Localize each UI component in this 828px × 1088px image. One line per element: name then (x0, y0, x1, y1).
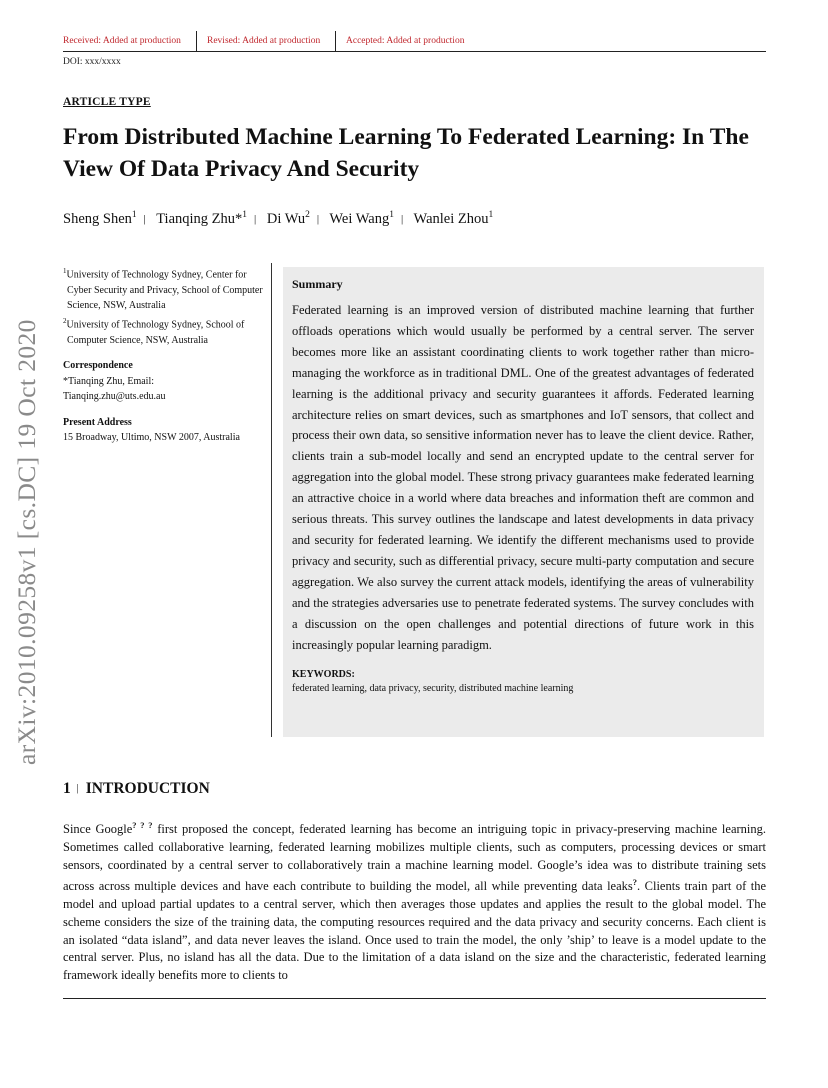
summary-text: Federated learning is an improved version of distributed machine learning that further offloads operations which would usually be performed by a central server. The server becomes more like an assistant coordinating clients to work together rather than micro-managing the workforce as in traditional DML. One of the greatest advantages of federated learning is the additional privacy and security guarantees it affords. Federated learning architecture relies on smart devices, such as smartphones and IoT sensors, that collect and process their own data, so sensitive information never has to leave the client device. Rather, clients train a sub-model locally and send an encrypted update to the central server for aggregation into the global model. These strong privacy guarantees make federated learning an attractive choice in a world where data breaches and information theft are common and serious threats. This survey outlines the landscape and latest developments in data privacy and security for federated learning. We identify the different mechanisms used to provide privacy and security, such as differential privacy, secure multi-party computation and secure aggregation. We also survey the current attack models, identifying the areas of vulnerability and the strategies adversaries use to penetrate federated systems. The survey concludes with a discussion on the open challenges and potential directions of future work in this increasingly popular learning paradigm. (292, 303, 754, 652)
present-address-heading: Present Address (63, 416, 132, 428)
arxiv-stamp: arXiv:2010.09258v1 [cs.DC] 19 Oct 2020 (12, 319, 41, 765)
article-type: ARTICLE TYPE (63, 96, 151, 108)
keywords-heading: KEYWORDS: (292, 669, 355, 681)
section-number: 1 (63, 780, 71, 797)
paper-title: From Distributed Machine Learning To Federated Learning: In The View Of Data Privacy And Security (63, 124, 749, 182)
summary-box (283, 267, 764, 737)
affiliation: $^2$University of Technology Sydney, School of Computer Science, NSW, Australia (63, 316, 245, 346)
accepted-date: Accepted: Added at production (346, 36, 465, 46)
history-divider (335, 31, 336, 51)
column-divider (271, 263, 272, 737)
author: Di Wu$^2$ (266, 210, 310, 227)
correspondence-name: *Tianqing Zhu, Email: (63, 375, 155, 387)
author-list: Sheng Shen$^1$ | Tianqing Zhu*$^1$ | Di Wu$^2$ | Wei Wang$^1$ | Wanlei Zhou$^1$ (63, 210, 494, 227)
doi: DOI: xxx/xxxx (63, 57, 121, 67)
citation[interactable]: ? ? ? (132, 820, 153, 830)
affiliation: $^1$University of Technology Sydney, Center for Cyber Security and Privacy, School of Computer Science, NSW, Australia (63, 267, 263, 312)
history-divider (196, 31, 197, 51)
author: Sheng Shen$^1$ (63, 210, 137, 227)
introduction-paragraph: Since Google? ? ? first proposed the concept, federated learning has become an intriguing topic in privacy-preserving machine learning. Sometimes called collaborative learning, federated learning mobilizes multiple clients, such as computers, processing devices or smart sensors, coordinated by a central server to collaboratively train a machine learning model. Google’s idea was to distribute training sets across across multiple devices and have each contribute to building the model, all while preventing data leaks?. Clients train part of the model and upload partial updates to a central server, which then averages those updates and applies the result to the global model. The scheme considers the size of the training data, the computing resources required and the data privacy and security concerns. Each client is an isolated “data island”, and data never leaves the island. Once used to train the model, the only ’ship’ to leave is a model update to the central server. Plus, no island has all the data. Due to the limitation of a data island on the size and the characteristic, federated learning framework ideally benefits more to clients to (63, 820, 767, 982)
author: Tianqing Zhu*$^1$ (156, 210, 248, 227)
author: Wei Wang$^1$ (329, 210, 394, 227)
correspondence-email: Tianqing.zhu@uts.edu.au (63, 391, 166, 403)
section-title: INTRODUCTION (85, 780, 210, 797)
affiliations-column (63, 264, 263, 446)
publication-history-bar (63, 35, 766, 52)
keywords: federated learning, data privacy, security, distributed machine learning (292, 683, 574, 695)
section-heading: 1 | INTRODUCTION (63, 780, 210, 797)
summary-heading: Summary (292, 277, 343, 291)
author: Wanlei Zhou$^1$ (413, 210, 494, 227)
received-date: Received: Added at production (63, 36, 181, 46)
citation[interactable]: ? (632, 877, 638, 888)
revised-date: Revised: Added at production (207, 36, 321, 46)
present-address: 15 Broadway, Ultimo, NSW 2007, Australia (63, 432, 240, 444)
correspondence-heading: Correspondence (63, 360, 133, 372)
page-bottom-rule (63, 998, 766, 999)
